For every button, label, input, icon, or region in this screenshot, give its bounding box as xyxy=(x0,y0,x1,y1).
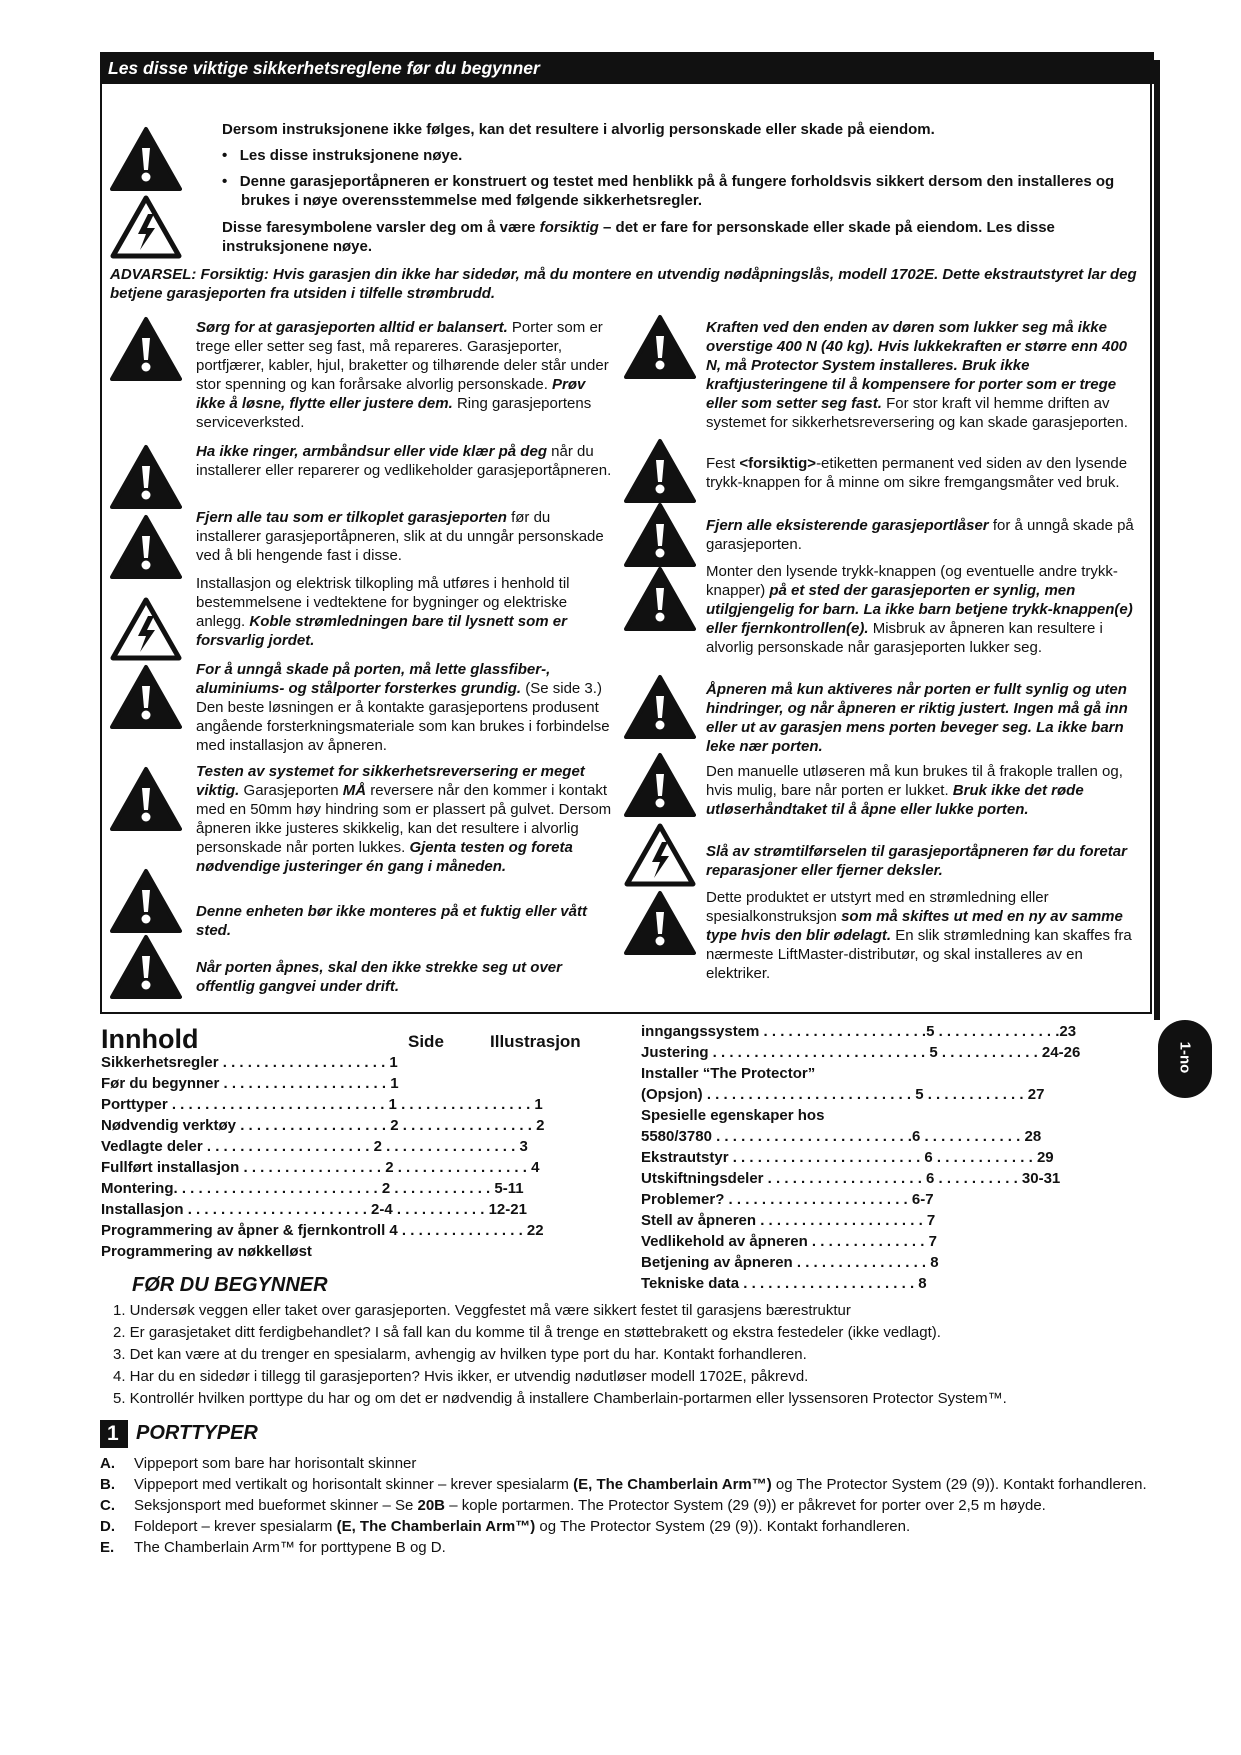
left-rule-2: Ha ikke ringer, armbåndsur eller vide klær på deg når du installerer eller reparerer og vedlikeholder garasjeportåpneren. xyxy=(196,443,612,479)
toc-entry: Spesielle egenskaper hos xyxy=(641,1107,825,1124)
toc-left xyxy=(101,1052,544,1262)
toc-entry: Utskiftningsdeler . . . . . . . . . . . . . . . . . . . 6 . . . . . . . . . . 30-31 xyxy=(641,1170,1061,1187)
toc-entry: Montering. . . . . . . . . . . . . . . . . . . . . . . . . 2 . . . . . . . . . . . . 5-11 xyxy=(101,1180,524,1197)
section-number-badge: 1 xyxy=(100,1420,128,1448)
list-item: A. Vippeport som bare har horisontalt skinner xyxy=(100,1455,417,1472)
toc-entry: Programmering av åpner & fjernkontroll 4 . . . . . . . . . . . . . . . 22 xyxy=(101,1222,544,1239)
safety-header-title: Les disse viktige sikkerhetsreglene før du begynner xyxy=(108,58,540,78)
right-rule-3: Fjern alle eksisterende garasjeportlåser for å unngå skade på garasjeporten. xyxy=(706,517,1134,553)
warning-icon xyxy=(110,444,182,510)
toc-col-illustration: Illustrasjon xyxy=(490,1032,581,1051)
porttyper-title: PORTTYPER xyxy=(136,1422,258,1444)
warning-icon xyxy=(624,314,696,380)
safety-header xyxy=(100,52,1154,84)
list-item: C. Seksjonsport med bueformet skinner – Se 20B – kople portarmen. The Protector System (29 (9)) er påkrevet for porter over 2,5 m høyde. xyxy=(100,1497,1046,1514)
warning-icon xyxy=(110,664,182,730)
porttyper-list xyxy=(100,1454,1155,1558)
electric-hazard-icon xyxy=(110,194,182,260)
page-tab: 1-no xyxy=(1158,1020,1212,1098)
list-item: D. Foldeport – krever spesialarm (E, The Chamberlain Arm™) og The Protector System (29 (9)). Kontakt forhandleren. xyxy=(100,1518,911,1535)
warning-icon xyxy=(110,934,182,1000)
right-rule-1: Kraften ved den enden av døren som lukker seg må ikke overstige 400 N (40 kg). Hvis lukkekraften er større enn 400 N, må Protector System installeres. Bruk ikke kraftjusteringene til å kompensere for porter som er trege eller som setter seg fast. For stor kraft vil hemme driften av systemet for sikkerhetsreversering og kan skade garasjeporten. xyxy=(706,319,1128,431)
electric-hazard-icon xyxy=(110,596,182,662)
intro-symbols: Disse faresymbolene varsler deg om å være forsiktig – det er fare for personskade eller skade på eiendom. Les disse instruksjonene nøye. xyxy=(222,219,1055,255)
right-rule-5: Åpneren må kun aktiveres når porten er fullt synlig og uten hindringer, og når åpneren er riktig justert. Ingen må gå inn eller ut av garasjen mens porten beveger seg. La ikke barn leke nær porten. xyxy=(706,681,1128,755)
toc-entry: (Opsjon) . . . . . . . . . . . . . . . . . . . . . . . . . 5 . . . . . . . . . . . . 27 xyxy=(641,1086,1045,1103)
toc-entry: Nødvendig verktøy . . . . . . . . . . . . . . . . . . 2 . . . . . . . . . . . . . . . . 2 xyxy=(101,1117,545,1134)
toc-entry: Sikkerhetsregler . . . . . . . . . . . . . . . . . . . . 1 xyxy=(101,1054,398,1071)
intro-bullet-2: • Denne garasjeportåpneren er konstruert og testet med henblikk på å fungere forholdsvis sikkert dersom den installeres og brukes i nøye overensstemmelse med følgende sikkerhetsregler. xyxy=(222,173,1115,209)
warning-icon xyxy=(110,316,182,382)
toc-entry: Installer “The Protector” xyxy=(641,1065,816,1082)
right-rule-8: Dette produktet er utstyrt med en strømledning eller spesialkonstruksjon som må skiftes ut med en ny av samme type hvis den blir ødelagt. En slik strømledning kan skaffes fra nærmeste LiftMaster-distributør, og skal installeres av en elektriker. xyxy=(706,889,1132,982)
toc-entry: Installasjon . . . . . . . . . . . . . . . . . . . . . . 2-4 . . . . . . . . . . . 12-21 xyxy=(101,1201,527,1218)
toc-entry: 5580/3780 . . . . . . . . . . . . . . . . . . . . . . . .6 . . . . . . . . . . . . 28 xyxy=(641,1128,1042,1145)
list-item: 4. Har du en sidedør i tillegg til garasjeporten? Hvis ikker, er utvendig nødutløser modell 1702E, påkrevd. xyxy=(113,1368,809,1385)
warning-icon xyxy=(624,890,696,956)
warning-icon xyxy=(624,438,696,504)
list-item: 2. Er garasjetaket ditt ferdigbehandlet? I så fall kan du komme til å trenge en støttebrakett og ekstra festedeler (ikke vedlagt). xyxy=(113,1324,941,1341)
left-rule-3: Fjern alle tau som er tilkoplet garasjeporten før du installerer garasjeportåpneren, slik at du unngår personskade ved å bli hengende fast i disse. xyxy=(196,509,604,564)
toc-entry: Betjening av åpneren . . . . . . . . . . . . . . . . 8 xyxy=(641,1254,939,1271)
before-list xyxy=(113,1300,1213,1410)
toc-entry: Programmering av nøkkelløst xyxy=(101,1243,312,1260)
advarsel: ADVARSEL: Forsiktig: Hvis garasjen din ikke har sidedør, må du montere en utvendig nødåpningslås, modell 1702E. Dette ekstrautstyret lar deg betjene garasjeporten fra utsiden i tilfelle strømbrudd. xyxy=(110,266,1137,302)
toc-entry: Ekstrautstyr . . . . . . . . . . . . . . . . . . . . . . . 6 . . . . . . . . . . . . 29 xyxy=(641,1149,1054,1166)
before-title: FØR DU BEGYNNER xyxy=(132,1274,328,1296)
toc-entry: Justering . . . . . . . . . . . . . . . . . . . . . . . . . . 5 . . . . . . . . . . . . 24-26 xyxy=(641,1044,1081,1061)
right-rule-6: Den manuelle utløseren må kun brukes til å frakople trallen og, hvis mulig, bare når porten er lukket. Bruk ikke det røde utløserhåndtaket til å åpne eller lukke porten. xyxy=(706,763,1123,818)
toc-right xyxy=(641,1021,1080,1294)
toc-entry: Vedlagte deler . . . . . . . . . . . . . . . . . . . . 2 . . . . . . . . . . . . . . . . 3 xyxy=(101,1138,528,1155)
toc-entry: Problemer? . . . . . . . . . . . . . . . . . . . . . . 6-7 xyxy=(641,1191,934,1208)
left-rule-5: For å unngå skade på porten, må lette glassfiber-, aluminiums- og stålporter forsterkes grundig. (Se side 3.) Den beste løsningen er å kontakte garasjeportens produsent angående forsterkningsmateriale som kan brukes i forbindelse med installasjon av åpneren. xyxy=(196,661,610,754)
list-item: E. The Chamberlain Arm™ for porttypene B og D. xyxy=(100,1539,446,1556)
toc-title: Innhold xyxy=(101,1024,199,1054)
warning-icon xyxy=(624,502,696,568)
warning-icon xyxy=(624,674,696,740)
toc-entry: Porttyper . . . . . . . . . . . . . . . . . . . . . . . . . . 1 . . . . . . . . . . . . . . . . 1 xyxy=(101,1096,543,1113)
list-item: 5. Kontrollér hvilken porttype du har og om det er nødvendig å installere Chamberlain-portarmen eller lyssensoren Protector System™. xyxy=(113,1390,1007,1407)
warning-icon xyxy=(110,126,182,192)
intro-line: Dersom instruksjonene ikke følges, kan det resultere i alvorlig personskade eller skade på eiendom. xyxy=(222,121,935,138)
toc-entry: Tekniske data . . . . . . . . . . . . . . . . . . . . . 8 xyxy=(641,1275,927,1292)
list-item: B. Vippeport med vertikalt og horisontalt skinner – krever spesialarm (E, The Chamberlain Arm™) og The Protector System (29 (9)). Kontakt forhandleren. xyxy=(100,1476,1147,1493)
toc-entry: Fullført installasjon . . . . . . . . . . . . . . . . . 2 . . . . . . . . . . . . . . . . 4 xyxy=(101,1159,540,1176)
left-rule-7: Denne enheten bør ikke monteres på et fuktig eller vått sted. xyxy=(196,903,587,939)
toc-entry: Vedlikehold av åpneren . . . . . . . . . . . . . . 7 xyxy=(641,1233,937,1250)
warning-icon xyxy=(624,566,696,632)
toc-entry: Stell av åpneren . . . . . . . . . . . . . . . . . . . . 7 xyxy=(641,1212,936,1229)
list-item: 3. Det kan være at du trenger en spesialarm, avhengig av hvilken type port du har. Kontakt forhandleren. xyxy=(113,1346,807,1363)
warning-icon xyxy=(110,766,182,832)
warning-icon xyxy=(624,752,696,818)
toc-entry: Før du begynner . . . . . . . . . . . . . . . . . . . . 1 xyxy=(101,1075,399,1092)
left-rule-1: Sørg for at garasjeporten alltid er balansert. Porter som er trege eller setter seg fast, må repareres. Garasjeporter, portfjærer, kabler, hjul, braketter og tilhørende deler står under stor spenning og kan forårsake alvorlig personskade. Prøv ikke å løsne, flytte eller justere dem. Ring garasjeportens serviceverksted. xyxy=(196,319,609,431)
box-shadow xyxy=(1154,60,1160,1020)
right-rule-7: Slå av strømtilførselen til garasjeportåpneren før du foretar reparasjoner eller fjerner deksler. xyxy=(706,843,1127,879)
left-rule-4: Installasjon og elektrisk tilkopling må utføres i henhold til bestemmelsene i vedtektene for bygninger og elektriske anlegg. Koble strømledningen bare til lysnett som er forsvarlig jordet. xyxy=(196,575,570,649)
intro-bullet-1: • Les disse instruksjonene nøye. xyxy=(222,147,463,164)
left-rule-8: Når porten åpnes, skal den ikke strekke seg ut over offentlig gangvei under drift. xyxy=(196,959,562,995)
toc-col-side: Side xyxy=(408,1032,444,1051)
toc-entry: inngangssystem . . . . . . . . . . . . . . . . . . . .5 . . . . . . . . . . . . . . .23 xyxy=(641,1023,1077,1040)
right-rule-4: Monter den lysende trykk-knappen (og eventuelle andre trykk-knapper) på et sted der garasjeporten er synlig, men utilgjengelig for barn. La ikke barn betjene trykk-knappen(e) eller fjernkontrollen(e). Misbruk av åpneren kan resultere i alvorlig personskade når garasjeporten lukker seg. xyxy=(706,563,1133,656)
list-item: 1. Undersøk veggen eller taket over garasjeporten. Veggfestet må være sikkert festet til garasjens bærestruktur xyxy=(113,1302,851,1319)
electric-hazard-icon xyxy=(624,822,696,888)
right-rule-2: Fest <forsiktig>-etiketten permanent ved siden av den lysende trykk-knappen for å minne om sikre fremgangsmåter ved bruk. xyxy=(706,455,1128,491)
warning-icon xyxy=(110,514,182,580)
warning-icon xyxy=(110,868,182,934)
left-rule-6: Testen av systemet for sikkerhetsreversering er meget viktig. Garasjeporten MÅ reversere når den kommer i kontakt med en 50mm høy hindring som er plassert på gulvet. Dersom åpneren ikke justeres skikkelig, kan det resultere i alvorlig personskade når porten lukkes. Gjenta testen og foreta nødvendige justeringer én gang i måneden. xyxy=(196,763,612,875)
